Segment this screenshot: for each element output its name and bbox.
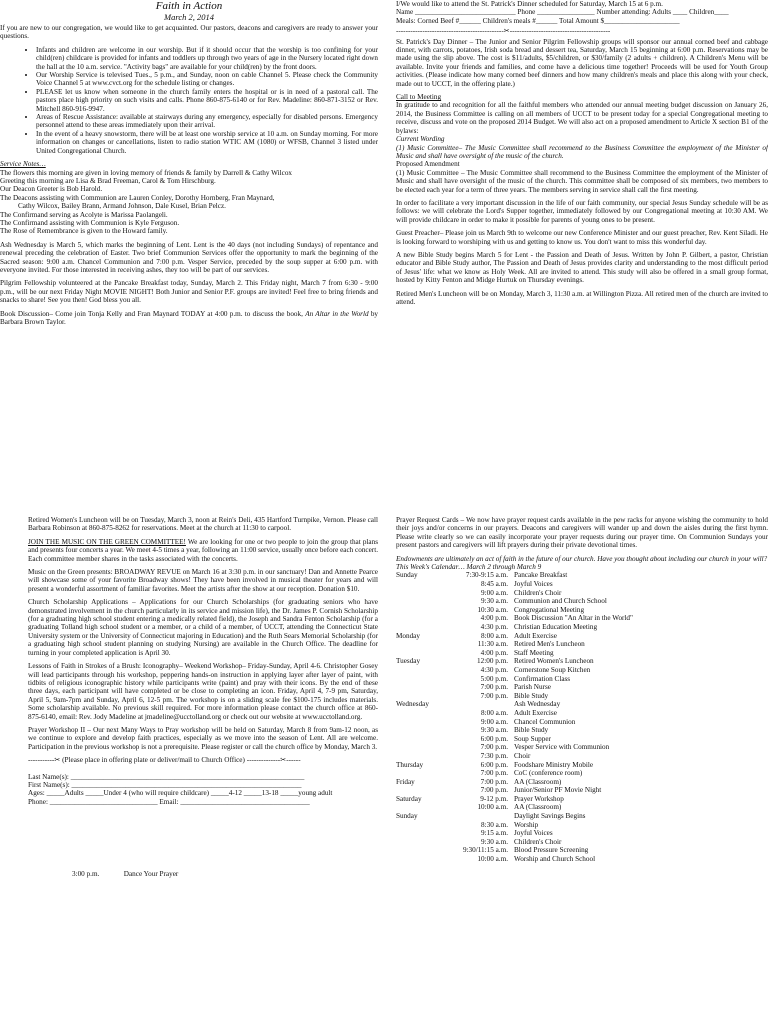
calendar-time: 9:00 a.m. [481,717,508,726]
calendar-event: Worship [514,820,539,829]
calendar-event: Bible Study [514,691,549,700]
calendar-time: 7:30 p.m. [480,751,508,760]
calendar-event: Retired Men's Luncheon [514,640,585,649]
calendar-event: Cornerstone Soup Kitchen [514,665,591,674]
events-section [28,516,378,1024]
calendar-heading: This Week's Calendar… March 2 through March 9 [396,563,542,572]
calendar-event: Parish Nurse [514,683,551,692]
st-patricks-notice: St. Patrick's Day Dinner – The Junior and Senior Pilgrim Fellowship groups will sponsor our annual corned beef and cabbage dinner, with carrots, potatoes, Irish soda bread and dessert tea, Saturday, March 15 beginning at 6:00 p.m. Reservations may be made using the slip above. The cost is $11/adults, $5/children, or $30/family (2 adults + children). A Children's Menu will be available. Invite your friends and families, and come have a delicious time together! Proceeds will be used for Youth Group activities. (Please indicate how many corned beef dinners and how many children's meals and place this along with your check, made out to UCCT, in the offering plate.) [396,37,768,88]
calendar-row [396,829,768,838]
calendar-event: Worship and Church School [514,855,596,864]
call-to-meeting-heading: Call to Meeting [396,93,442,102]
calendar-row [396,735,768,744]
calendar-day [396,769,456,778]
endowments-notice: Endowments are ultimately an act of faith in the future of our church. Have you thought about including our church in your will? [396,554,768,563]
last-name-field: Last Name(s): _________________________________________________________________ [28,772,305,781]
calendar-time: 7:00 p.m. [480,743,508,752]
calendar-day: Tuesday [396,657,421,666]
music-on-green-notice: Music on the Green presents: BROADWAY REVUE on March 16 at 3:30 p.m. in our sanctuary! Dan and Annette Pearce will showcase some of your favorite Broadway shows! They have been involved in musical theater for years and will present a wonderful assortment of familiar favorites. Meet the artists after the show at our reception. Donation $10. [28,568,378,593]
calendar-time: 9:15 a.m. [481,829,508,838]
calendar-row [396,692,768,701]
calendar-day: Wednesday [396,700,429,709]
service-note: The Confirmand assisting with Communion is Kyle Ferguson. [0,218,180,227]
book-discussion-text: Book Discussion– Come join Tonja Kelly and Fran Maynard TODAY at 4:00 p.m. to discuss the book, [0,309,303,318]
service-note: Our Deacon Greeter is Bob Harold. [0,185,103,194]
calendar-row [396,726,768,735]
calendar-time: 8:30 a.m. [481,820,508,829]
calendar-event: Staff Meeting [514,648,554,657]
list-item: • Infants and children are welcome in our worship. But if it should occur that the worship is too confining for your child(ren) childcare is provided for infants and toddlers up through two years of age in the Nursery located right down the hall at the 10 a.m. service. "Activity bags" are available for your child(ren) by the front doors. [36,46,378,71]
list-item: • In the event of a heavy snowstorm, there will be at least one worship service at 10 a.m. on Sunday morning. For more information on changes or cancellations, listen to radio station WTIC AM (1080) or WFSB, Channel 3 listed under United Congregational Church. [36,130,378,155]
music-committee-notice [28,538,378,563]
calendar-event: Blood Pressure Screening [514,846,589,855]
calendar-row [396,649,768,658]
calendar-row [396,803,768,812]
calendar-event: Book Discussion "An Altar in the World" [514,614,633,623]
bible-study-notice: A new Bible Study begins March 5 for Lent - the Passion and Death of Jesus. Written by John P. Gilbert, a pastor, Christian educator and Bible Study author, The Passion and Death of Jesus provides clarity and understanding to the most difficult period of Jesus' life: what we know as Holy Week. All are invited to attend. This study will also be offered in a small group format, hosted by Kitty Fenton and Midge Hurtuk on Thursday evenings. [396,250,768,285]
calendar-day [396,838,456,847]
calendar-event: Ash Wednesday [514,700,561,709]
book-author: by Barbara Brown Taylor. [0,309,378,326]
calendar-day [396,726,456,735]
calendar-day [396,821,456,830]
calendar-time: 8:45 a.m. [481,580,508,589]
iconography-workshop-notice: Lessons of Faith in Strokes of a Brush: Iconography– Weekend Workshop– Friday-Sunday, April 4-6. Christopher Gosey will lead participants through his workshop, peppering hands-on instruction in applying layer after layer of paint, with tidbits of religious iconographic history while participants write (paint) and pray with their icons. By the end of these three days, each participant will have completed or be close to completing an icon. Friday, April 4, 7-9 pm, Saturday, April 5, 9am-7pm and Sunday, April 6, 12-5 pm. The workshop is on a sliding scale fee $100-175 includes materials. Some scholarship available. No previous skill required. For more information please contact the church office at 860-875-6140, email: Rev. Jody Madeline at jmadeline@ucctolland.org or check out our website at www.ucctolland.org. [28,662,378,721]
current-wording-label: Current Wording [396,135,445,144]
calendar-day [396,640,456,649]
calendar-event: Children's Choir [514,588,562,597]
calendar-day [396,709,456,718]
calendar-event: Daylight Savings Begins [514,812,586,821]
calendar-event: Children's Choir [514,837,562,846]
calendar-time: 9-12 p.m. [480,794,508,803]
bulletin-date: March 2, 2014 [164,12,214,22]
calendar-time: 7:00 p.m. [480,769,508,778]
calendar-time: 10:00 a.m. [477,855,508,864]
calendar-day [396,589,456,598]
music-committee-heading: JOIN THE MUSIC ON THE GREEN COMMITTEE! [28,537,186,546]
calendar-event: Communion and Church School [514,597,607,606]
current-wording-text: (1) Music Committee– The Music Committee shall recommend to the Business Committee the employment of the Minister of Music and shall have oversight of the music of the church. [396,143,768,160]
calendar-day [396,597,456,606]
calendar-time: 9:30 a.m. [481,597,508,606]
calendar-day [396,846,456,855]
service-note: The Deacons assisting with Communion are Lauren Conley, Dorothy Hornberg, Fran Maynard, [0,193,275,202]
service-note: Greeting this morning are Lisa & Brad Freeman, Carol & Tom Hirschburg. [0,176,216,185]
calendar-day: Saturday [396,794,422,803]
scholarship-notice: Church Scholarship Applications – Applications for our Church Scholarships (for graduating seniors who have demonstrated involvement in the church particularly in its service and mission life), the Dr. James P. Cornish Scholarship (for a graduating high school student entering a medically related field), the Joseph and Sandra Fenton Scholarship (for a graduating Tolland high school student or a member, or a child of a member, of UCCT, attending the Connecticut State University system or the University of Connecticut majoring in Education) and the Ruth Sears Memorial Scholarship (for a graduating high school student planning on studying Nursing) are available in the Church Office. The deadline for turning in your completed application is April 30. [28,598,378,657]
calendar-event: Soup Supper [514,734,551,743]
calendar-day [396,786,456,795]
dinner-name-row: Name ____________________________ Phone ________________ Number attending: Adults ____ Children____ [396,8,729,17]
calendar-time: 11:30 a.m. [477,640,508,649]
calendar-time: 7:00 p.m. [480,786,508,795]
calendar-row [396,657,768,666]
phone-email-field: Phone: ______________________________ Email: ____________________________________ [28,797,310,806]
list-item: • Areas of Rescue Assistance: available at stairways during any emergency, especially for disabled persons. Emergency personnel attend to these areas immediately upon their arrival. [36,113,378,130]
welcome-section [0,0,378,500]
calendar-event: Congregational Meeting [514,605,585,614]
calendar-day [396,683,456,692]
welcome-intro: If you are new to our congregation, we would like to get acquainted. Our pastors, deacons and caregivers are ready to answer your questions. [0,24,378,41]
calendar-event: Confirmation Class [514,674,571,683]
book-title: An Altar in the World [305,309,369,318]
calendar-time: 5:00 p.m. [480,674,508,683]
calendar-time: 9:30 a.m. [481,837,508,846]
calendar-time: 8:00 a.m. [481,708,508,717]
calendar-event: CoC (conference room) [514,769,583,778]
calendar-time: 4:00 p.m. [480,614,508,623]
calendar-row [396,675,768,684]
calendar-time: 9:30 a.m. [481,726,508,735]
calendar-time: 7:30-9:15 a.m. [465,571,508,580]
calendar-event: Joyful Voices [514,829,553,838]
dance-event: Dance Your Prayer [123,870,179,879]
calendar-day: Friday [396,777,415,786]
calendar-row [396,666,768,675]
calendar-event: Bible Study [514,726,549,735]
announcements-section [396,0,768,500]
calendar-event: Prayer Workshop [514,794,564,803]
calendar-day [396,743,456,752]
calendar-event: Adult Exercise [514,631,557,640]
calendar-time: 9:00 a.m. [481,588,508,597]
welcome-list [0,46,378,155]
prayer-cards-notice: Prayer Request Cards – We now have prayer request cards available in the pew racks for anyone wishing the community to hold their joys and/or concerns in our prayers. Deacons and caregivers will wander up and down the aisles during the first hymn. Please write clearly so we can easily incorporate your prayer requests during our prayer time. On Communion Sundays your present pastors and caregivers will lift prayers during their private devotional times. [396,516,768,550]
calendar-day [396,675,456,684]
calendar-time: 4:30 p.m. [480,665,508,674]
calendar-event: Pancake Breakfast [514,571,568,580]
calendar-time: 4:00 p.m. [480,648,508,657]
cut-line: -----------✂ (Please place in offering plate or deliver/mail to Church Office) --------------✂------ [28,756,301,765]
dinner-signup-intro: I/We would like to attend the St. Patrick's Dinner scheduled for Saturday, March 15 at 6 p.m. [396,0,663,8]
calendar-event: Vesper Service with Communion [514,743,610,752]
retired-women-notice: Retired Women's Luncheon will be on Tuesday, March 3, noon at Rein's Deli, 435 Hartford Turnpike, Vernon. Please call Barbara Robinson at 860-875-8262 for reservations. Meet at the church at 11:30 to carpool. [28,516,378,533]
calendar-row [396,812,768,821]
calendar-row [396,821,768,830]
dance-your-prayer-line [28,870,378,878]
calendar-row [396,855,768,864]
service-note: The Rose of Remembrance is given to the Howard family. [0,227,168,236]
calendar-day [396,623,456,632]
calendar-time: 4:30 p.m. [480,623,508,631]
calendar-event: Chancel Communion [514,717,576,726]
calendar-time: 7:00 p.m. [480,777,508,786]
proposed-amendment-label: Proposed Amendment [396,160,460,169]
calendar-row [396,709,768,718]
calendar-row [396,623,768,632]
calendar-row [396,718,768,727]
calendar-day [396,606,456,615]
calendar-day [396,829,456,838]
calendar-event: Adult Exercise [514,708,557,717]
calendar-row [396,597,768,606]
calendar-row [396,743,768,752]
calendar-event: Choir [514,751,531,760]
list-item: • PLEASE let us know when someone in the church family enters the hospital or is in need of a pastoral call. The pastors place high priority on such visits and calls. Phone 860-875-6140 or for Rev. Madeline: 860-871-3152 or Rev. Mitchell 860-916-9947. [36,88,378,113]
calendar-day [396,718,456,727]
calendar-row [396,606,768,615]
facilitate-notice: In order to facilitate a very important discussion in the life of our faith community, our special Jesus Sunday schedule will be as follows: we will celebrate the Lord's Supper together, immediately followed by our Congregational meeting at 10:30 AM. We will provide childcare in order to make it possible for parents of young ones to be present. [396,198,768,224]
calendar-time [456,700,514,709]
calendar-row [396,786,768,795]
calendar-row [396,571,768,580]
calendar-day: Sunday [396,571,418,580]
calendar-day [396,614,456,623]
calendar-row [396,700,768,709]
calendar-time: 6:00 p.m. [480,760,508,769]
guest-preacher-notice: Guest Preacher– Please join us March 9th to welcome our new Conference Minister and our guest preacher, Rev. Kent Siladi. He is looking forward to worshiping with us and getting to know us. You don't want to miss this wonderful day. [396,229,768,246]
bulletin-title: Faith in Action [155,0,223,12]
calendar-day [396,803,456,812]
music-committee-text: We are looking for one or two people to join the group that plans and presents four concerts a year. We meet 4-5 times a year, following an 11:00 service, usually once before each concert. Each committee member shares in the tasks associated with the concerts. [28,537,378,563]
dinner-meals-row: Meals: Corned Beef #______ Children's meals #______ Total Amount $_____________________ [396,16,680,25]
calendar-day [396,735,456,744]
prayer-workshop-notice: Prayer Workshop II – Our next Many Ways to Pray workshop will be held on Saturday, March 8 from 9am-12 noon, as we continue to explore and develop faith practices, especially as we move into the season of Lent. All are welcome. Participation in the previous workshop is not a prerequisite. Please register or call the church office by Monday, March 3. [28,725,378,751]
calendar-time: 8:00 a.m. [481,631,508,640]
calendar-event: Foodshare Ministry Mobile [514,760,594,769]
service-notes-heading: Service Notes… [0,160,46,169]
calendar-day: Sunday [396,812,418,821]
first-name-field: First Name(s): ________________________________________________________________ [28,780,302,789]
calendar-section [396,516,768,1024]
retired-men-notice: Retired Men's Luncheon will be on Monday, March 3, 11:30 a.m. at Willington Pizza. All retired men of the church are invited to attend. [396,289,768,306]
calendar-row [396,632,768,641]
calendar-day: Thursday [396,760,424,769]
calendar-day [396,855,456,864]
calendar-event: Retired Women's Luncheon [514,657,594,666]
calendar-event: AA (Classroom) [514,803,562,812]
call-to-meeting-text: In gratitude to and recognition for all the faithful members who attended our annual meeting budget discussion on January 26, 2014, the Business Committee is calling on all members of UCCT to be present today for a special Congregational meeting to receive, discuss and vote on the proposed 2014 Budget. We will also act on a proposed amendment to Article X section B1 of the bylaws: [396,101,768,135]
calendar-row [396,683,768,692]
calendar-event: Christian Education Meeting [514,623,598,631]
calendar-day [396,752,456,761]
calendar-row [396,640,768,649]
calendar-time: 12:00 p.m. [477,657,508,666]
proposed-amendment-text: (1) Music Committee – The Music Committee shall recommend to the Business Committee the employment of the Minister of Music and shall have oversight of the music of the church. This committee shall be composed of six members, two members to be elected each year for a term of three years. The members serving in service shall call the first meeting. [396,168,768,194]
calendar-row [396,769,768,778]
calendar-row [396,752,768,761]
calendar-day [396,649,456,658]
calendar-time [456,812,514,821]
calendar-row [396,838,768,847]
calendar-row [396,589,768,598]
service-note: The flowers this morning are given in loving memory of friends & family by Darrell & Cathy Wilcox [0,168,293,177]
calendar-day [396,666,456,675]
calendar-row [396,614,768,623]
book-discussion-notice [0,310,378,327]
service-note: The Confirmand serving as Acolyte is Marissa Paolangeli. [0,210,168,219]
calendar-time: 10:30 a.m. [477,605,508,614]
calendar-row [396,761,768,770]
calendar-day [396,692,456,701]
calendar-time: 6:00 p.m. [480,734,508,743]
calendar-time: 10:00 a.m. [477,803,508,812]
calendar-day: Monday [396,631,420,640]
calendar-time: 7:00 p.m. [480,691,508,700]
service-notes [0,169,378,236]
calendar-event: AA (Classroom) [514,777,562,786]
ash-wednesday-notice: Ash Wednesday is March 5, which marks the beginning of Lent. Lent is the 40 days (not including Sundays) of repentance and renewal preceding the celebration of Easter. Two brief Communion Services offer the opportunity to mark the beginning of the Sacred season: 9:00 a.m. Chancel Communion and 7:00 p.m. Vesper Service, preceded by the soup supper at 6:00 p.m. with everyone invited. For those interested in receiving ashes, they too will be part of our services. [0,240,378,274]
calendar-event: Junior/Senior PF Movie Night [514,786,602,795]
calendar-row [396,778,768,787]
pilgrim-fellowship-notice: Pilgrim Fellowship volunteered at the Pancake Breakfast today, Sunday, March 2. This Friday night, March 7 from 6:30 - 9:00 p.m., will be our next Friday Night MOVIE NIGHT! Both Junior and Senior P.F. groups are invited! Feel free to bring friends and snacks to share! See you then! God bless you all. [0,279,378,305]
service-note: Cathy Wilcox, Bailey Brann, Armand Johnson, Dale Kusel, Brian Pelcz. [18,202,226,211]
calendar-event: Joyful Voices [514,580,553,589]
calendar-time: 9:30/11:15 a.m. [462,846,508,855]
calendar-row [396,580,768,589]
ages-field: Ages: _____Adults _____Under 4 (who will require childcare) _____4-12 _____13-18 _____young adult [28,789,333,798]
calendar-day [396,580,456,589]
list-item: • Our Worship Service is televised Tues., 5 p.m., and Sunday, noon on cable Channel 5. Please check the Community Voice Channel 5 at www.cvct.org for the schedule listing or changes. [36,71,378,88]
weekly-calendar [396,571,768,863]
calendar-row [396,846,768,855]
cut-line: ---------------------------------------------✂------------------------------------------ [396,27,611,36]
calendar-row [396,795,768,804]
dance-time: 3:00 p.m. [72,870,100,879]
calendar-time: 7:00 p.m. [480,683,508,692]
